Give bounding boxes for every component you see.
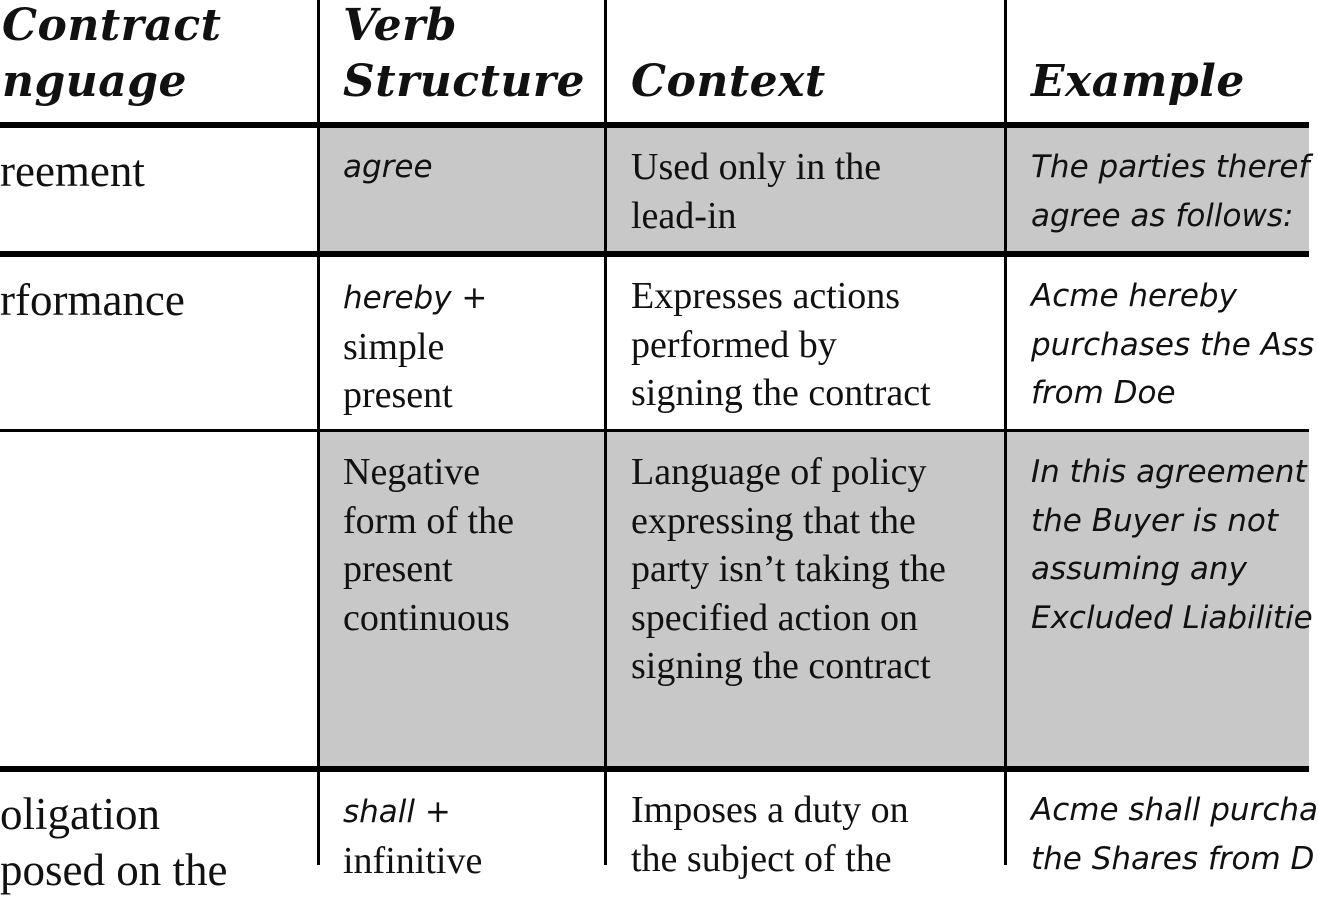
row2-context-line-1: Expresses actions (631, 275, 901, 317)
row1-example-line-1: The parties theref (1031, 149, 1310, 185)
row2-language-line-1: rformance (0, 275, 185, 325)
row3-context-line-5: signing the contract (631, 645, 931, 687)
row3-example-line-4: Excluded Liabilitie (1031, 599, 1313, 636)
row2-context-line-3: signing the contract (631, 372, 931, 414)
header-language-line-2: nguage (2, 56, 188, 107)
row2-verb-line-1 (343, 272, 487, 323)
row4-verb-line-2: infinitive (343, 839, 483, 882)
row3-context-line-1: Language of policy (631, 451, 927, 493)
row2-language (0, 272, 185, 328)
row2-example-line-2: purchases the Ass (1031, 326, 1315, 363)
row3-verb (343, 448, 514, 642)
row2-example-line-3: from Doe (1031, 375, 1176, 411)
row4-verb-italic: shall (343, 794, 416, 830)
row4-language-line-1: oligation (0, 789, 160, 839)
row4-verb-line-1 (343, 786, 482, 837)
row1-language (0, 143, 145, 199)
header-context (631, 54, 826, 110)
row4-example-line-1: Acme shall purcha (1031, 792, 1318, 828)
row3-verb-line-1: Negative (343, 451, 481, 493)
row1-context (631, 143, 881, 240)
row3-verb-line-2: form of the (343, 499, 514, 542)
row3-verb-line-4: continuous (343, 596, 510, 639)
column-rule-3 (1004, 0, 1007, 865)
header-language (2, 0, 222, 110)
row3-context-line-3: party isn’t taking the (631, 548, 946, 590)
row4-context (631, 786, 909, 883)
row2-verb-italic: hereby (343, 280, 452, 316)
row2-context-line-2: performed by (631, 323, 837, 366)
row4-language-line-2: posed on the (0, 845, 228, 895)
row4-verb-plus: + (415, 794, 451, 830)
row2-verb (343, 272, 487, 420)
header-example-label: Example (1031, 56, 1245, 107)
row1-example-line-2: agree as follows: (1031, 197, 1294, 234)
row3-context (631, 448, 946, 691)
row3-context-line-2: expressing that the (631, 499, 916, 542)
row2-verb-line-3: present (343, 374, 453, 416)
header-verb-line-1: Verb (343, 0, 458, 51)
row2-example-line-1: Acme hereby (1031, 278, 1237, 314)
row4-context-line-1: Imposes a duty on (631, 789, 909, 831)
row2-context (631, 272, 931, 418)
row3-verb-line-3: present (343, 548, 453, 590)
row3-example-line-2: the Buyer is not (1031, 502, 1279, 539)
row3-divider (0, 766, 1309, 772)
row4-language (0, 786, 227, 898)
header-divider (0, 122, 1309, 128)
row3-example-line-1: In this agreement (1031, 454, 1307, 490)
row1-divider (0, 251, 1309, 257)
row1-context-line-1: Used only in the (631, 146, 882, 188)
row4-context-line-2: the subject of the (631, 837, 892, 880)
row1-example (1031, 143, 1309, 240)
header-context-label: Context (631, 56, 826, 107)
row3-context-line-4: specified action on (631, 596, 919, 639)
header-example (1031, 54, 1245, 110)
row3-example (1031, 448, 1313, 642)
row4-verb (343, 786, 482, 885)
header-verb (343, 0, 585, 110)
row2-example (1031, 272, 1314, 418)
header-language-line-1: Contract (2, 0, 222, 51)
column-rule-2 (604, 0, 607, 865)
column-rule-1 (317, 0, 320, 865)
row1-language-line-1: reement (0, 146, 145, 196)
row4-example-line-2: the Shares from D (1031, 840, 1315, 877)
row4-example (1031, 786, 1318, 883)
header-verb-line-2: Structure (343, 56, 586, 107)
row2-verb-plus: + (451, 280, 488, 316)
row1-verb (343, 143, 433, 192)
row1-verb-italic: agree (343, 149, 433, 185)
row1-context-line-2: lead-in (631, 194, 737, 237)
row3-example-line-3: assuming any (1031, 551, 1247, 587)
row2-divider (0, 429, 1309, 432)
row2-verb-line-2: simple (343, 325, 445, 368)
